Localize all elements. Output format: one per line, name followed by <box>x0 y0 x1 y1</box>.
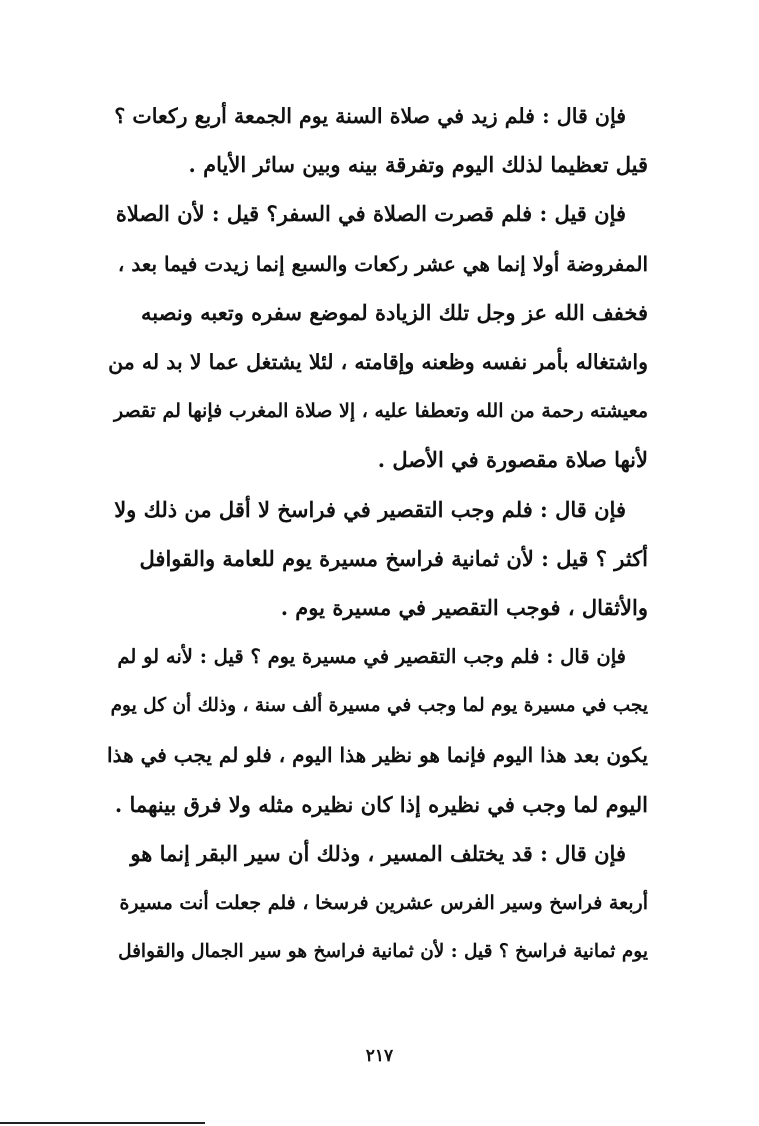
page-number: ٢١٧ <box>365 1046 394 1066</box>
text-line-11: والأثقال ، فوجب التقصير في مسيرة يوم . <box>280 594 648 620</box>
text-line-1: فإن قال : فلم زيد في صلاة السنة يوم الجمعة أربع ركعات ؟ <box>114 104 626 128</box>
text-line-5: فخفف الله عز وجل تلك الزيادة لموضع سفره وتعبه ونصبه <box>141 299 648 325</box>
text-line-9: فإن قال : فلم وجب التقصير في فراسخ لا أقل من ذلك ولا <box>114 496 626 522</box>
text-line-10: أكثر ؟ قيل : لأن ثمانية فراسخ مسيرة يوم للعامة والقوافل <box>139 545 648 571</box>
text-line-15: اليوم لما وجب في نظيره إذا كان نظيره مثله ولا فرق بينهما . <box>114 791 648 817</box>
text-line-3: فإن قيل : فلم قصرت الصلاة في السفر؟ قيل : لأن الصلاة <box>115 201 626 227</box>
text-line-13: يجب في مسيرة يوم لما وجب في مسيرة ألف سنة ، وذلك أن كل يوم <box>110 695 648 717</box>
text-line-16: فإن قال : قد يختلف المسير ، وذلك أن سير البقر إنما هو <box>130 840 626 866</box>
text-line-2: قيل تعظيما لذلك اليوم وتفرقة بينه وبين سائر الأيام . <box>188 152 648 178</box>
text-line-14: يكون بعد هذا اليوم فإنما هو نظير هذا اليوم ، فلو لم يجب في هذا <box>107 743 648 768</box>
page-text-block <box>108 98 648 983</box>
text-line-12: فإن قال : فلم وجب التقصير في مسيرة يوم ؟ قيل : لأنه لو لم <box>117 645 626 669</box>
text-line-18: يوم ثمانية فراسخ ؟ قيل : لأن ثمانية فراسخ هو سير الجمال والقوافل <box>118 941 648 963</box>
text-line-7: معيشته رحمة من الله وتعطفا عليه ، إلا صلاة المغرب فإنها لم تقصر <box>113 400 648 423</box>
text-line-8: لأنها صلاة مقصورة في الأصل . <box>377 447 648 473</box>
page-bottom-divider <box>0 1122 205 1124</box>
text-line-6: واشتغاله بأمر نفسه وظعنه وإقامته ، لئلا يشتغل عما لا بد له من <box>108 349 648 374</box>
text-line-17: أربعة فراسخ وسير الفرس عشرين فرسخا ، فلم جعلت أنت مسيرة <box>119 892 648 914</box>
text-line-4: المفروضة أولا إنما هي عشر ركعات والسبع إنما زيدت فيما بعد ، <box>117 251 648 276</box>
